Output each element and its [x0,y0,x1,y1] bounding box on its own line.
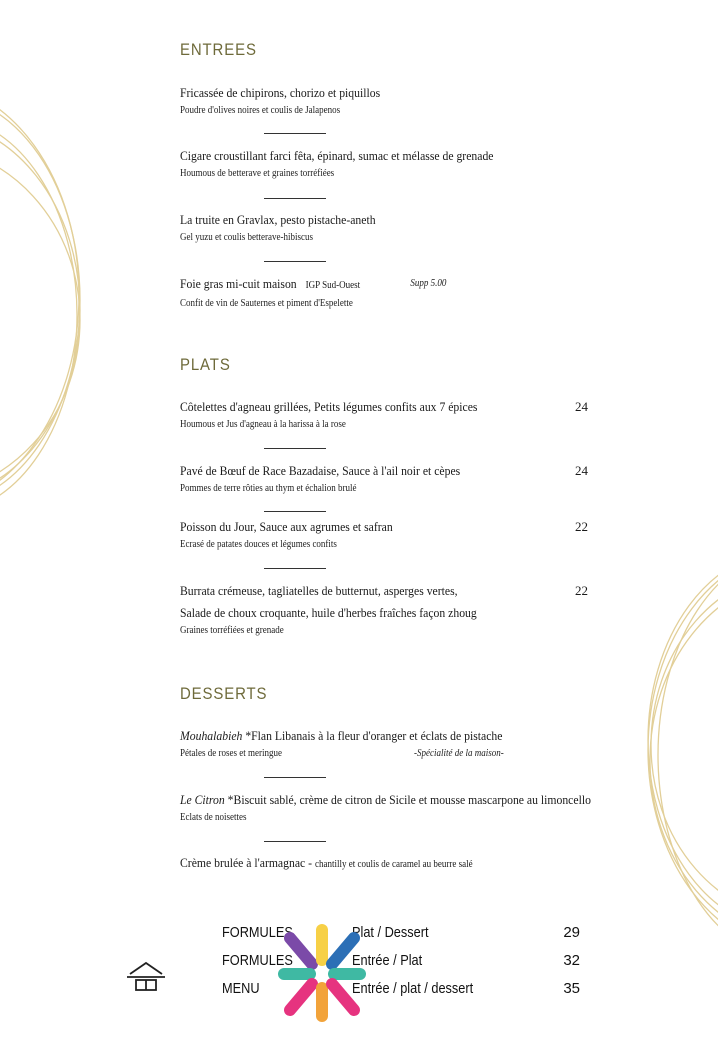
formule-price: 29 [563,924,580,941]
dish-name: Crème brulée à l'armagnac - [180,855,315,870]
menu-item [180,517,620,553]
home-outline-icon [126,960,166,992]
gold-rings-right-decoration [628,530,718,970]
dish-description: Houmous et Jus d'agneau à la harissa à la rose [180,419,346,430]
dish-supplement: Supp 5.00 [410,278,447,289]
dish-name: Fricassée de chipirons, chorizo et piquillos [180,85,381,100]
formule-price: 32 [563,952,580,969]
dish-description: Pétales de roses et meringue [180,748,282,759]
dish-name: Côtelettes d'agneau grillées, Petits légumes confits aux 7 épices [180,399,478,414]
formule-description: Entrée / Plat [352,952,423,969]
dish-name-line [180,853,576,875]
dish-description: Confit de vin de Sauternes et piment d'Espelette [180,298,353,309]
dish-description: Gel yuzu et coulis betterave-hibiscus [180,232,313,243]
section-title-plats: PLATS [180,355,231,374]
dish-description: Graines torréfiées et grenade [180,625,284,636]
dish-price: 22 [575,519,588,534]
separator [264,198,326,199]
formule-description: Plat / Dessert [352,924,429,941]
dish-name-italic: Mouhalabieh [180,728,243,743]
formule-label: FORMULES [222,952,293,969]
gold-rings-left-decoration [0,70,90,550]
menu-item [180,790,620,826]
dish-name-line [180,726,576,746]
separator [264,261,326,262]
separator [264,777,326,778]
dish-name-continued: Salade de choux croquante, huile d'herbes fraîches façon zhoug [180,605,477,620]
dish-name-italic: Le Citron [180,792,225,807]
dish-specialty: -Spécialité de la maison- [414,748,504,759]
menu-item [180,210,620,246]
dish-name: Foie gras mi-cuit maison [180,276,297,291]
dish-name: *Biscuit sablé, crème de citron de Sicile et mousse mascarpone au limoncello [224,792,591,807]
dish-description: Poudre d'olives noires et coulis de Jalapenos [180,105,341,116]
dish-description: chantilly et coulis de caramel au beurre salé [314,859,473,870]
dish-description: Ecrasé de patates douces et légumes confits [180,539,337,550]
separator [264,568,326,569]
dish-name: Pavé de Bœuf de Race Bazadaise, Sauce à l'ail noir et cèpes [180,463,461,478]
asterisk-logo-icon [270,916,374,1028]
dish-name: *Flan Libanais à la fleur d'oranger et éclats de pistache [242,728,503,743]
separator [264,841,326,842]
dish-name: La truite en Gravlax, pesto pistache-aneth [180,212,376,227]
dish-name: Cigare croustillant farci fêta, épinard, sumac et mélasse de grenade [180,148,494,163]
dish-price: 22 [575,583,588,598]
menu-item [180,726,620,762]
separator [264,511,326,512]
dish-description: Pommes de terre rôties au thym et échalion brulé [180,483,357,494]
formule-price: 35 [563,980,580,997]
dish-name: Burrata crémeuse, tagliatelles de butternut, asperges vertes, [180,583,458,598]
menu-item [180,274,620,312]
formule-description: Entrée / plat / dessert [352,980,474,997]
menu-item [180,461,620,497]
section-title-desserts: DESSERTS [180,684,268,703]
dish-price: 24 [575,463,588,478]
formule-label: FORMULES [222,924,293,941]
dish-label: IGP Sud-Ouest [305,280,361,291]
menu-item [180,581,620,639]
dish-description-line [180,746,576,762]
dish-name-line [180,274,576,296]
dish-description: Eclats de noisettes [180,812,247,823]
menu-item [180,146,620,182]
dish-description: Houmous de betterave et graines torréfiées [180,168,335,179]
dish-name-line [180,790,591,810]
formule-label: MENU [222,980,260,997]
dish-price: 24 [575,399,588,414]
menu-item [180,397,620,433]
section-title-entrees: ENTREES [180,40,257,59]
dish-name: Poisson du Jour, Sauce aux agrumes et safran [180,519,393,534]
menu-item [180,83,620,119]
separator [264,133,326,134]
menu-item [180,853,620,875]
separator [264,448,326,449]
